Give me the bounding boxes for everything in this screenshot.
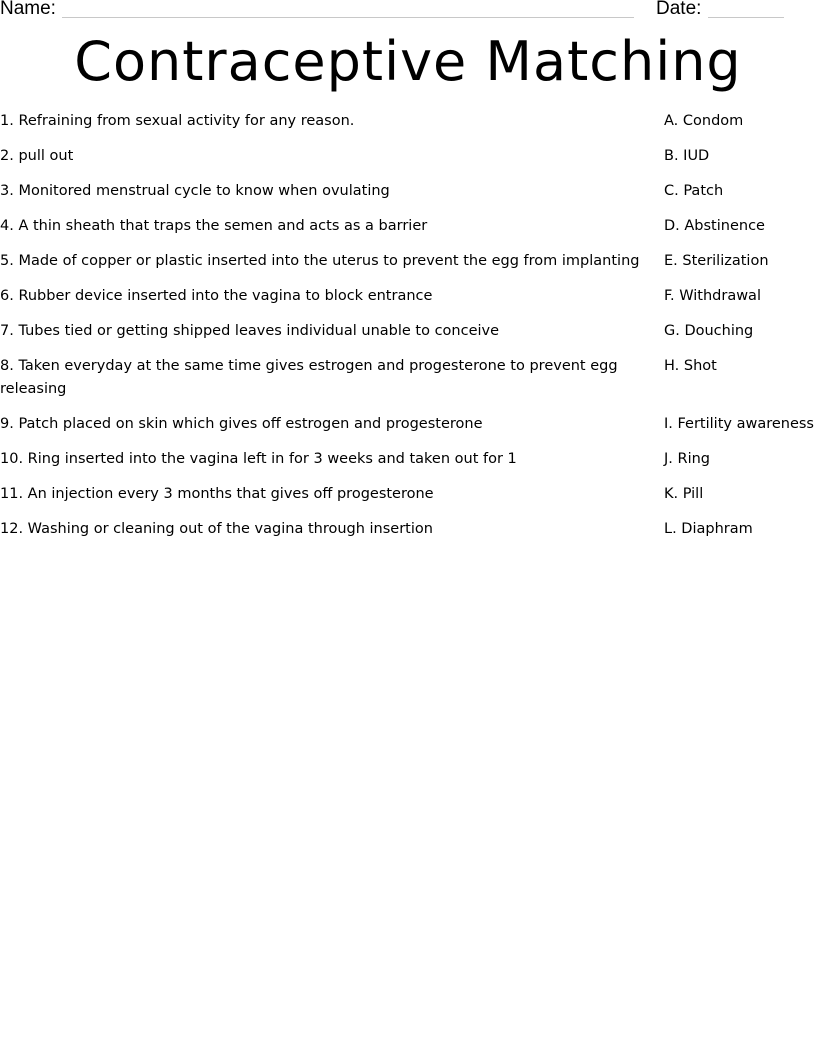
matching-row [0, 518, 816, 541]
answer-g: G. Douching [664, 323, 754, 339]
name-label: Name: [0, 0, 56, 19]
answer-l: L. Diaphram [664, 521, 753, 537]
clue-2: 2. pull out [0, 148, 74, 164]
clue-1: 1. Refraining from sexual activity for any reason. [0, 113, 355, 129]
clue-9: 9. Patch placed on skin which gives off estrogen and progesterone [0, 416, 483, 432]
answer-h: H. Shot [664, 358, 717, 374]
clue-5: 5. Made of copper or plastic inserted into the uterus to prevent the egg from implanting [0, 253, 640, 269]
date-label: Date: [656, 0, 702, 19]
worksheet-header [0, 0, 816, 24]
matching-row [0, 145, 816, 168]
answer-d: D. Abstinence [664, 218, 765, 234]
clue-11: 11. An injection every 3 months that gives off progesterone [0, 486, 434, 502]
matching-row [0, 448, 816, 471]
answer-k: K. Pill [664, 486, 704, 502]
clue-4: 4. A thin sheath that traps the semen and acts as a barrier [0, 218, 428, 234]
answer-b: B. IUD [664, 148, 710, 164]
page-title: Contraceptive Matching [74, 30, 742, 93]
clue-7: 7. Tubes tied or getting shipped leaves individual unable to conceive [0, 323, 500, 339]
matching-row [0, 355, 816, 401]
answer-e: E. Sterilization [664, 253, 769, 269]
matching-row [0, 285, 816, 308]
clue-10: 10. Ring inserted into the vagina left in for 3 weeks and taken out for 1 [0, 451, 517, 467]
clue-3: 3. Monitored menstrual cycle to know when ovulating [0, 183, 390, 199]
clue-12: 12. Washing or cleaning out of the vagina through insertion [0, 521, 433, 537]
name-field[interactable] [62, 17, 634, 18]
answer-i: I. Fertility awareness [664, 416, 814, 432]
clue-6: 6. Rubber device inserted into the vagina to block entrance [0, 288, 433, 304]
answer-a: A. Condom [664, 113, 744, 129]
matching-row [0, 483, 816, 506]
matching-row [0, 215, 816, 238]
answer-c: C. Patch [664, 183, 724, 199]
answer-j: J. Ring [664, 451, 710, 467]
date-field[interactable] [708, 17, 784, 18]
matching-row [0, 320, 816, 343]
matching-row [0, 110, 816, 133]
matching-row [0, 180, 816, 203]
answer-f: F. Withdrawal [664, 288, 761, 304]
clue-8: 8. Taken everyday at the same time gives estrogen and progesterone to prevent egg releasing [0, 358, 618, 397]
matching-list [0, 110, 816, 553]
matching-row [0, 413, 816, 436]
matching-row [0, 250, 816, 273]
